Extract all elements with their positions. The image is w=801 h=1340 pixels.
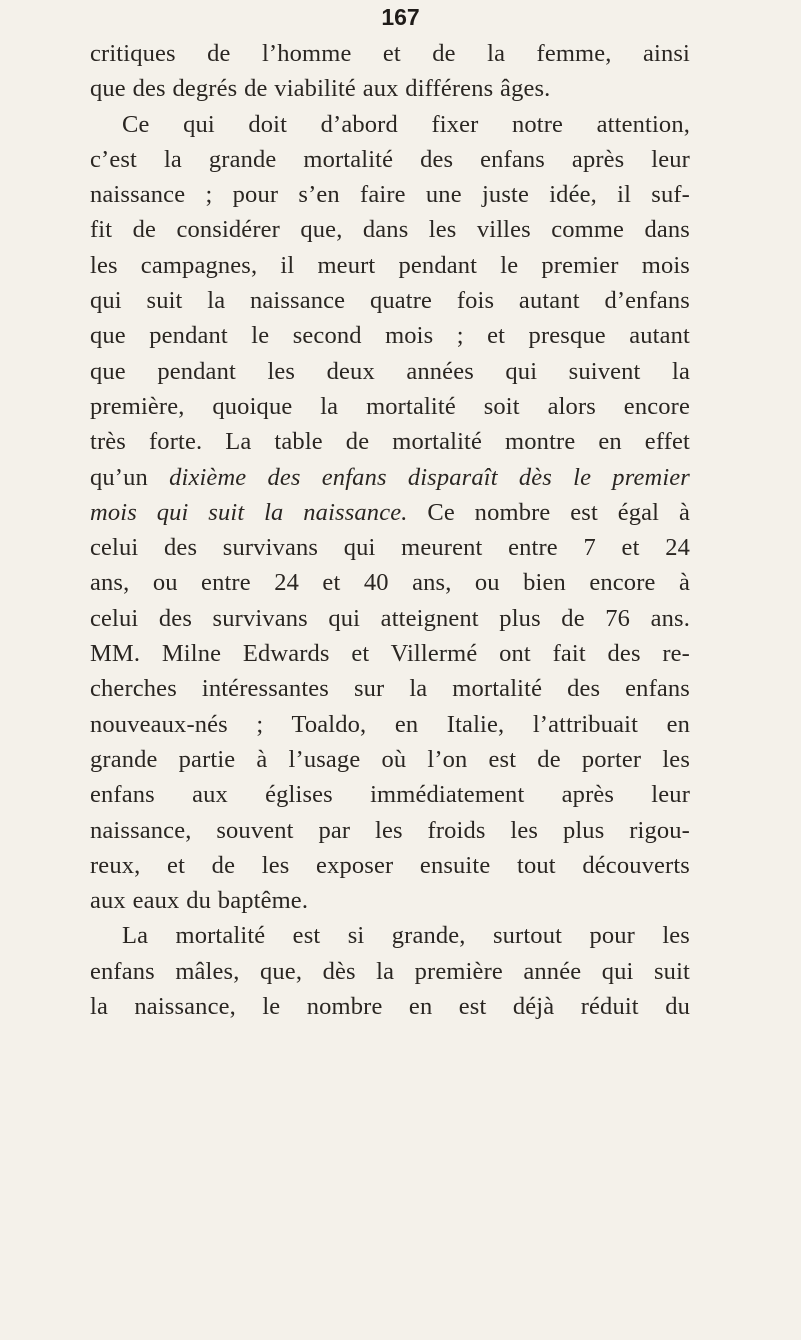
text-line: critiques de l’homme et de la femme, ainsi [90, 40, 690, 67]
text-line: que pendant le second mois ; et presque autant [90, 322, 690, 350]
text-line: nouveaux-nés ; Toaldo, en Italie, l’attribuait en [90, 710, 690, 738]
body-text [90, 36, 690, 1024]
page-number: 167 [381, 4, 420, 30]
text-line: reux, et de les exposer ensuite tout découverts [90, 851, 690, 879]
line-text-italic: mois qui suit la naissance. [90, 498, 408, 526]
text-line: très forte. La table de mortalité montre en effet [90, 428, 690, 456]
text-line: naissance ; pour s’en faire une juste idée, il suf- [90, 181, 690, 209]
text-line: cherches intéressantes sur la mortalité des enfans [90, 675, 690, 703]
text-line [90, 495, 690, 530]
text-line: que des degrés de viabilité aux différens âges. [90, 75, 551, 103]
text-line: grande partie à l’usage où l’on est de porter les [90, 745, 690, 773]
text-line: enfans mâles, que, dès la première année qui suit [90, 957, 690, 985]
text-line: La mortalité est si grande, surtout pour les [122, 922, 690, 950]
text-line: celui des survivans qui atteignent plus de 76 ans. [90, 604, 690, 632]
text-line: Ce qui doit d’abord fixer notre attention, [122, 110, 690, 138]
text-line: la naissance, le nombre en est déjà réduit du [90, 993, 690, 1021]
text-line: que pendant les deux années qui suivent la [90, 357, 690, 385]
text-line [90, 460, 690, 495]
text-line: celui des survivans qui meurent entre 7 et 24 [90, 534, 690, 562]
line-text-italic: dixième des enfans disparaît dès le premier [169, 463, 690, 491]
text-line: aux eaux du baptême. [90, 887, 309, 915]
text-line: qui suit la naissance quatre fois autant d’enfans [90, 287, 690, 315]
text-line: c’est la grande mortalité des enfans après leur [90, 145, 690, 173]
text-line: ans, ou entre 24 et 40 ans, ou bien encore à [90, 569, 690, 597]
text-line: les campagnes, il meurt pendant le premier mois [90, 251, 690, 279]
text-line: enfans aux églises immédiatement après leur [90, 781, 690, 809]
text-line: MM. Milne Edwards et Villermé ont fait des re- [90, 640, 690, 668]
text-line: fit de considérer que, dans les villes comme dans [90, 216, 690, 244]
line-text-roman: qu’un [90, 463, 170, 491]
line-text-roman: Ce nombre est égal à [407, 498, 690, 526]
text-line: naissance, souvent par les froids les plus rigou- [90, 816, 690, 844]
text-line: première, quoique la mortalité soit alors encore [90, 392, 690, 420]
